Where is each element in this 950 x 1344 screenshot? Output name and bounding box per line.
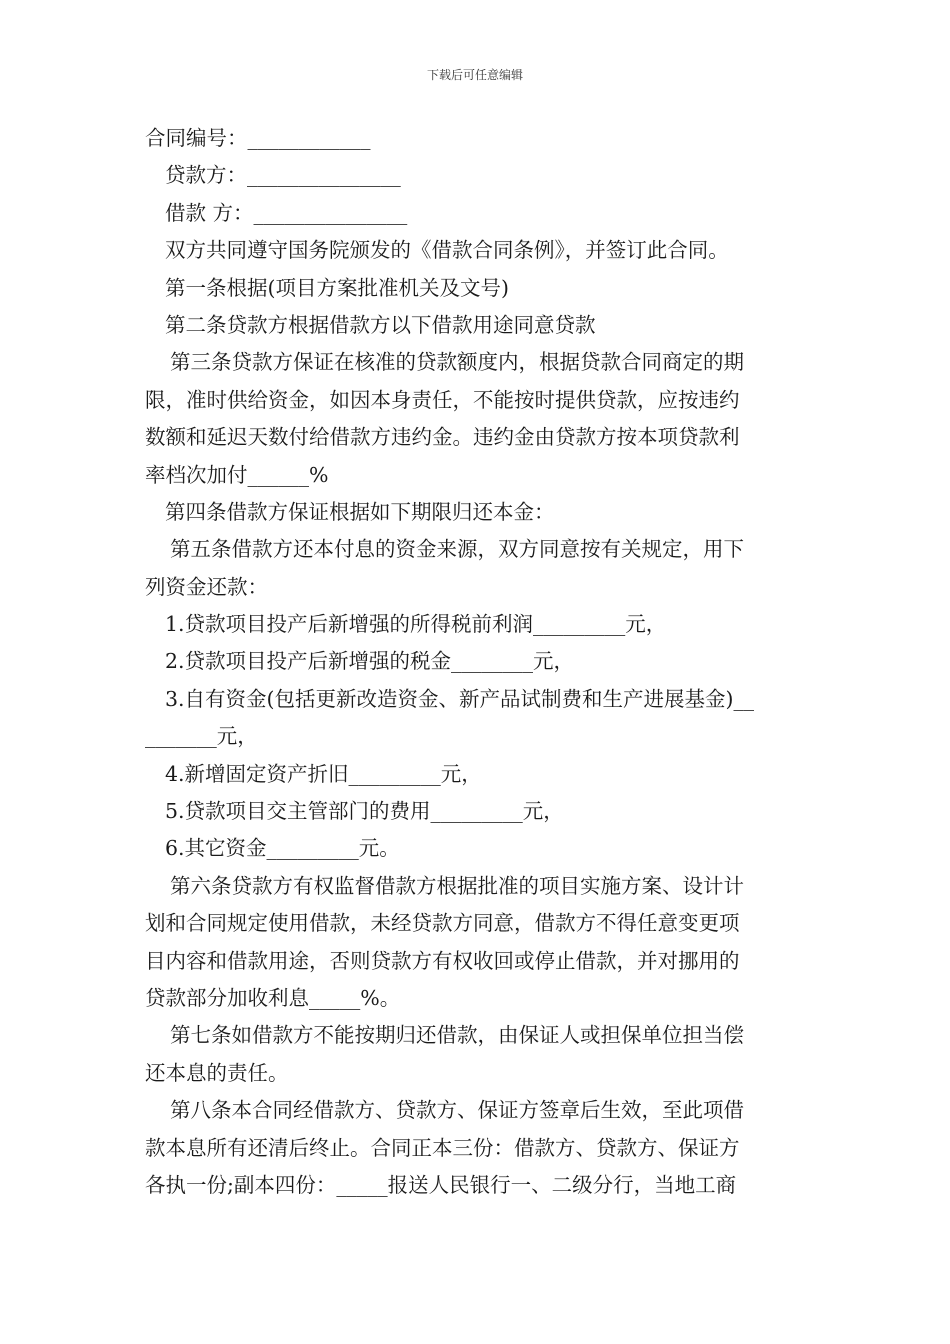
fund-item-1: 1.贷款项目投产后新增强的所得税前利润_________元， (165, 612, 667, 637)
article-6-line-1: 第六条贷款方有权监督借款方根据批准的项目实施方案、设计计 (170, 873, 744, 898)
article-8-line-1: 第八条本合同经借款方、贷款方、保证方签章后生效，至此项借 (170, 1098, 744, 1123)
contract-number-line: 合同编号：____________ (145, 126, 371, 150)
article-8-line-3: 各执一份;副本四份：_____报送人民银行一、二级分行，当地工商 (145, 1172, 737, 1197)
fund-item-5: 5.贷款项目交主管部门的费用_________元， (165, 799, 564, 824)
preamble-line: 双方共同遵守国务院颁发的《借款合同条例》，并签订此合同。 (165, 238, 729, 263)
lender-line: 贷款方：_______________ (165, 163, 401, 188)
fund-item-4: 4.新增固定资产折旧_________元， (165, 761, 482, 786)
article-3-line-2: 限，准时供给资金，如因本身责任，不能按时提供贷款，应按违约 (145, 387, 740, 412)
article-3-line-3: 数额和延迟天数付给借款方违约金。违约金由贷款方按本项贷款利 (145, 425, 740, 450)
contract-body (145, 120, 810, 1204)
article-3-line-4: 率档次加付______% (145, 462, 329, 487)
borrower-line: 借款 方：_______________ (165, 200, 408, 225)
article-7-line-1: 第七条如借款方不能按期归还借款，由保证人或担保单位担当偿 (170, 1023, 744, 1048)
article-3-line-1: 第三条贷款方保证在核准的贷款额度内，根据贷款合同商定的期 (170, 350, 744, 375)
article-6-line-3: 目内容和借款用途，否则贷款方有权收回或停止借款，并对挪用的 (145, 948, 740, 973)
article-7-line-2: 还本息的责任。 (145, 1060, 289, 1085)
fund-item-3-line-2: _______元， (145, 724, 258, 749)
article-6-line-4: 贷款部分加收利息_____%。 (145, 985, 401, 1010)
fund-item-3-line-1: 3.自有资金(包括更新改造资金、新产品试制费和生产进展基金)__ (165, 686, 755, 711)
article-5-line-1: 第五条借款方还本付息的资金来源，双方同意按有关规定，用下 (170, 537, 744, 562)
article-8-line-2: 款本息所有还清后终止。合同正本三份：借款方、贷款方、保证方 (145, 1135, 740, 1160)
article-6-line-2: 划和合同规定使用借款，未经贷款方同意，借款方不得任意变更项 (145, 911, 740, 936)
article-4-line: 第四条借款方保证根据如下期限归还本金： (165, 499, 555, 524)
fund-item-2: 2.贷款项目投产后新增强的税金________元， (165, 649, 575, 674)
page-header-note: 下载后可任意编辑 (426, 68, 523, 82)
article-5-line-2: 列资金还款： (145, 574, 268, 599)
fund-item-6: 6.其它资金_________元。 (165, 836, 400, 861)
article-2-line: 第二条贷款方根据借款方以下借款用途同意贷款 (165, 312, 596, 337)
article-1-line: 第一条根据(项目方案批准机关及文号) (165, 275, 509, 300)
